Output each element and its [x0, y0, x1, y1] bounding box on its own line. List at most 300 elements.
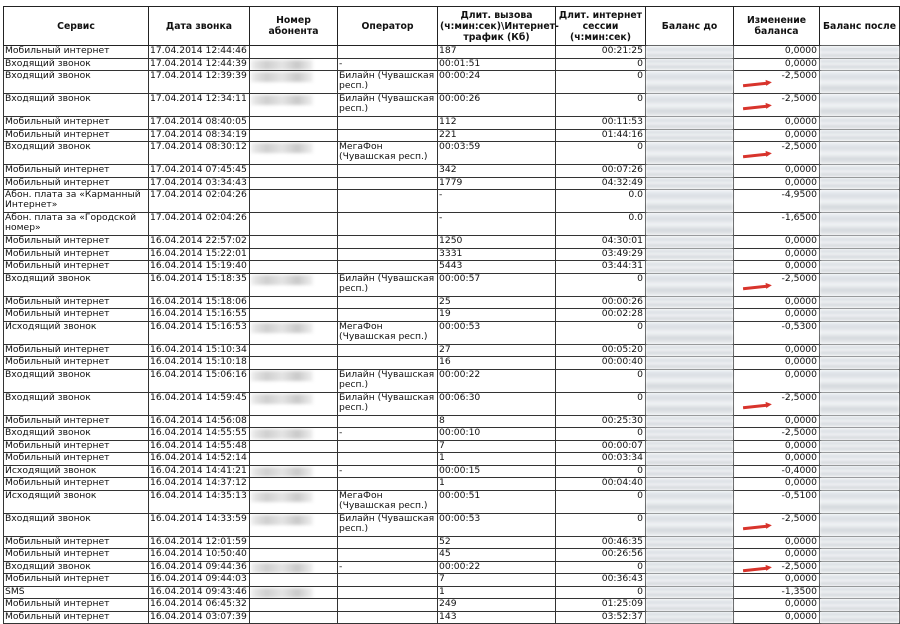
- cell-call-duration: 342: [438, 165, 556, 178]
- cell-operator: Билайн (Чувашская респ.): [338, 94, 438, 117]
- cell-balance-before: [646, 599, 734, 612]
- cell-balance-change: -1,3500: [734, 586, 820, 599]
- redacted-number: [251, 467, 313, 477]
- cell-session-duration: 04:32:49: [556, 177, 646, 190]
- cell-balance-after: [820, 190, 900, 213]
- cell-operator: [338, 599, 438, 612]
- table-row: [4, 248, 900, 261]
- redacted-number: [251, 143, 313, 153]
- cell-session-duration: 0: [556, 586, 646, 599]
- cell-service: Мобильный интернет: [4, 236, 149, 249]
- cell-call-duration: -: [438, 213, 556, 236]
- redacted-number: [251, 515, 313, 525]
- redacted-number: [251, 60, 313, 70]
- cell-operator: [338, 177, 438, 190]
- cell-session-duration: 00:07:26: [556, 165, 646, 178]
- cell-balance-after: [820, 415, 900, 428]
- cell-balance-before: [646, 71, 734, 94]
- cell-service: SMS: [4, 586, 149, 599]
- cell-balance-after: [820, 490, 900, 513]
- cell-service: Мобильный интернет: [4, 599, 149, 612]
- redacted-number: [251, 95, 313, 105]
- cell-number: [250, 321, 338, 344]
- cell-balance-after: [820, 611, 900, 624]
- table-row: [4, 599, 900, 612]
- cell-number: [250, 369, 338, 392]
- cell-service: Мобильный интернет: [4, 309, 149, 322]
- cell-balance-change: 0,0000: [734, 236, 820, 249]
- cell-date: 16.04.2014 10:50:40: [149, 549, 250, 562]
- cell-operator: [338, 586, 438, 599]
- cell-service: Входящий звонок: [4, 428, 149, 441]
- cell-balance-before: [646, 574, 734, 587]
- cell-call-duration: 00:00:22: [438, 561, 556, 574]
- cell-operator: [338, 453, 438, 466]
- cell-date: 16.04.2014 14:35:13: [149, 490, 250, 513]
- cell-service: Входящий звонок: [4, 561, 149, 574]
- cell-call-duration: 19: [438, 309, 556, 322]
- cell-service: Входящий звонок: [4, 273, 149, 296]
- column-header[interactable]: Длит. вызова (ч:мин:сек)\Интернет-трафик (Кб): [438, 7, 556, 46]
- column-header[interactable]: Длит. интернет сессии (ч:мин:сек): [556, 7, 646, 46]
- cell-number: [250, 94, 338, 117]
- cell-session-duration: 01:44:16: [556, 129, 646, 142]
- cell-call-duration: 00:06:30: [438, 392, 556, 415]
- cell-operator: [338, 549, 438, 562]
- cell-call-duration: 00:00:22: [438, 369, 556, 392]
- cell-balance-change: 0,0000: [734, 344, 820, 357]
- cell-date: 17.04.2014 08:30:12: [149, 142, 250, 165]
- cell-operator: [338, 296, 438, 309]
- cell-balance-before: [646, 440, 734, 453]
- cell-operator: [338, 261, 438, 274]
- cell-call-duration: 3331: [438, 248, 556, 261]
- cell-operator: [338, 574, 438, 587]
- cell-service: Исходящий звонок: [4, 321, 149, 344]
- cell-session-duration: 00:03:34: [556, 453, 646, 466]
- cell-call-duration: 00:00:15: [438, 465, 556, 478]
- call-details-table: [3, 6, 900, 624]
- cell-balance-change: -2,5000: [734, 71, 820, 94]
- cell-balance-before: [646, 611, 734, 624]
- cell-balance-after: [820, 261, 900, 274]
- cell-call-duration: 1: [438, 478, 556, 491]
- cell-number: [250, 536, 338, 549]
- cell-balance-change: -0,5300: [734, 321, 820, 344]
- cell-date: 17.04.2014 08:34:19: [149, 129, 250, 142]
- table-row: [4, 129, 900, 142]
- cell-date: 16.04.2014 22:57:02: [149, 236, 250, 249]
- cell-balance-after: [820, 392, 900, 415]
- cell-operator: МегаФон (Чувашская респ.): [338, 490, 438, 513]
- cell-call-duration: 27: [438, 344, 556, 357]
- cell-operator: Билайн (Чувашская респ.): [338, 369, 438, 392]
- cell-balance-before: [646, 142, 734, 165]
- cell-balance-after: [820, 561, 900, 574]
- cell-service: Мобильный интернет: [4, 117, 149, 130]
- cell-session-duration: 0: [556, 490, 646, 513]
- table-row: [4, 465, 900, 478]
- table-row: [4, 46, 900, 59]
- cell-number: [250, 561, 338, 574]
- cell-balance-change: 0,0000: [734, 536, 820, 549]
- cell-balance-change: 0,0000: [734, 415, 820, 428]
- cell-balance-before: [646, 415, 734, 428]
- cell-session-duration: 00:21:25: [556, 46, 646, 59]
- cell-call-duration: 00:00:26: [438, 94, 556, 117]
- redacted-number: [251, 563, 313, 573]
- cell-balance-after: [820, 117, 900, 130]
- cell-balance-change: 0,0000: [734, 296, 820, 309]
- table-row: [4, 453, 900, 466]
- cell-balance-after: [820, 453, 900, 466]
- cell-balance-after: [820, 440, 900, 453]
- cell-balance-after: [820, 599, 900, 612]
- cell-service: Абон. плата за «Карманный Интернет»: [4, 190, 149, 213]
- table-row: [4, 321, 900, 344]
- cell-session-duration: 0: [556, 561, 646, 574]
- cell-balance-after: [820, 513, 900, 536]
- cell-session-duration: 0: [556, 369, 646, 392]
- cell-call-duration: 1779: [438, 177, 556, 190]
- cell-balance-after: [820, 478, 900, 491]
- cell-balance-change: -2,5000: [734, 513, 820, 536]
- cell-balance-change: -0,5100: [734, 490, 820, 513]
- cell-balance-change: -2,5000: [734, 142, 820, 165]
- cell-date: 16.04.2014 14:33:59: [149, 513, 250, 536]
- cell-balance-change: -2,5000: [734, 428, 820, 441]
- cell-call-duration: 00:03:59: [438, 142, 556, 165]
- cell-balance-before: [646, 478, 734, 491]
- cell-service: Мобильный интернет: [4, 357, 149, 370]
- cell-number: [250, 117, 338, 130]
- cell-date: 16.04.2014 09:44:03: [149, 574, 250, 587]
- cell-session-duration: 01:25:09: [556, 599, 646, 612]
- cell-balance-after: [820, 369, 900, 392]
- column-header[interactable]: Номер абонента: [250, 7, 338, 46]
- cell-balance-after: [820, 248, 900, 261]
- cell-balance-after: [820, 574, 900, 587]
- cell-balance-before: [646, 117, 734, 130]
- cell-session-duration: 0: [556, 321, 646, 344]
- cell-balance-change: -0,4000: [734, 465, 820, 478]
- cell-balance-before: [646, 129, 734, 142]
- cell-operator: Билайн (Чувашская респ.): [338, 273, 438, 296]
- cell-balance-after: [820, 428, 900, 441]
- cell-balance-change: -2,5000: [734, 273, 820, 296]
- cell-service: Входящий звонок: [4, 513, 149, 536]
- cell-session-duration: 03:49:29: [556, 248, 646, 261]
- cell-operator: -: [338, 465, 438, 478]
- column-header[interactable]: Дата звонка: [149, 7, 250, 46]
- cell-call-duration: 1: [438, 453, 556, 466]
- cell-number: [250, 490, 338, 513]
- cell-operator: МегаФон (Чувашская респ.): [338, 321, 438, 344]
- cell-balance-change: 0,0000: [734, 369, 820, 392]
- cell-operator: -: [338, 58, 438, 71]
- cell-balance-change: -2,5000: [734, 561, 820, 574]
- cell-balance-change: 0,0000: [734, 46, 820, 59]
- cell-call-duration: 16: [438, 357, 556, 370]
- cell-service: Мобильный интернет: [4, 177, 149, 190]
- cell-operator: [338, 440, 438, 453]
- cell-service: Мобильный интернет: [4, 478, 149, 491]
- cell-balance-after: [820, 586, 900, 599]
- cell-balance-before: [646, 357, 734, 370]
- cell-session-duration: 0: [556, 465, 646, 478]
- cell-operator: [338, 248, 438, 261]
- cell-number: [250, 599, 338, 612]
- cell-date: 17.04.2014 02:04:26: [149, 213, 250, 236]
- cell-balance-change: 0,0000: [734, 309, 820, 322]
- cell-operator: [338, 213, 438, 236]
- cell-balance-before: [646, 94, 734, 117]
- column-header[interactable]: Оператор: [338, 7, 438, 46]
- cell-date: 16.04.2014 15:06:16: [149, 369, 250, 392]
- table-row: [4, 190, 900, 213]
- cell-date: 16.04.2014 14:56:08: [149, 415, 250, 428]
- cell-call-duration: 00:00:24: [438, 71, 556, 94]
- cell-balance-before: [646, 261, 734, 274]
- cell-operator: [338, 611, 438, 624]
- cell-operator: [338, 117, 438, 130]
- cell-session-duration: 00:26:56: [556, 549, 646, 562]
- cell-date: 16.04.2014 15:18:06: [149, 296, 250, 309]
- cell-balance-before: [646, 490, 734, 513]
- cell-call-duration: 00:00:57: [438, 273, 556, 296]
- cell-operator: Билайн (Чувашская респ.): [338, 392, 438, 415]
- cell-operator: [338, 46, 438, 59]
- cell-date: 16.04.2014 15:10:18: [149, 357, 250, 370]
- cell-date: 16.04.2014 14:55:48: [149, 440, 250, 453]
- table-row: [4, 369, 900, 392]
- cell-date: 16.04.2014 14:41:21: [149, 465, 250, 478]
- cell-balance-before: [646, 248, 734, 261]
- cell-date: 17.04.2014 08:40:05: [149, 117, 250, 130]
- cell-call-duration: 8: [438, 415, 556, 428]
- cell-balance-change: 0,0000: [734, 117, 820, 130]
- cell-balance-after: [820, 213, 900, 236]
- cell-number: [250, 129, 338, 142]
- cell-balance-change: -2,5000: [734, 94, 820, 117]
- cell-number: [250, 177, 338, 190]
- redacted-number: [251, 588, 313, 598]
- redacted-number: [251, 72, 313, 82]
- cell-service: Входящий звонок: [4, 94, 149, 117]
- cell-balance-after: [820, 236, 900, 249]
- table-row: [4, 440, 900, 453]
- cell-operator: [338, 190, 438, 213]
- cell-balance-change: 0,0000: [734, 261, 820, 274]
- cell-balance-change: 0,0000: [734, 129, 820, 142]
- cell-date: 16.04.2014 15:16:55: [149, 309, 250, 322]
- cell-session-duration: 00:36:43: [556, 574, 646, 587]
- redacted-number: [251, 323, 313, 333]
- cell-number: [250, 440, 338, 453]
- cell-date: 16.04.2014 14:37:12: [149, 478, 250, 491]
- cell-call-duration: 249: [438, 599, 556, 612]
- cell-session-duration: 0: [556, 71, 646, 94]
- cell-service: Мобильный интернет: [4, 574, 149, 587]
- cell-balance-after: [820, 344, 900, 357]
- table-row: [4, 213, 900, 236]
- cell-date: 16.04.2014 15:10:34: [149, 344, 250, 357]
- cell-balance-change: 0,0000: [734, 357, 820, 370]
- table-row: [4, 296, 900, 309]
- cell-service: Мобильный интернет: [4, 453, 149, 466]
- cell-number: [250, 190, 338, 213]
- cell-call-duration: 00:01:51: [438, 58, 556, 71]
- redacted-number: [251, 429, 313, 439]
- cell-date: 17.04.2014 12:44:39: [149, 58, 250, 71]
- cell-balance-after: [820, 273, 900, 296]
- column-header[interactable]: Сервис: [4, 7, 149, 46]
- redacted-number: [251, 371, 313, 381]
- cell-service: Мобильный интернет: [4, 46, 149, 59]
- cell-balance-before: [646, 536, 734, 549]
- cell-service: Мобильный интернет: [4, 296, 149, 309]
- cell-number: [250, 549, 338, 562]
- cell-call-duration: 52: [438, 536, 556, 549]
- cell-balance-after: [820, 46, 900, 59]
- cell-service: Мобильный интернет: [4, 344, 149, 357]
- cell-call-duration: 7: [438, 440, 556, 453]
- cell-number: [250, 71, 338, 94]
- cell-session-duration: 03:44:31: [556, 261, 646, 274]
- cell-call-duration: 1250: [438, 236, 556, 249]
- cell-service: Входящий звонок: [4, 71, 149, 94]
- cell-service: Исходящий звонок: [4, 490, 149, 513]
- cell-balance-before: [646, 549, 734, 562]
- cell-date: 16.04.2014 14:59:45: [149, 392, 250, 415]
- cell-date: 17.04.2014 07:45:45: [149, 165, 250, 178]
- cell-operator: [338, 478, 438, 491]
- cell-balance-change: -1,6500: [734, 213, 820, 236]
- cell-balance-before: [646, 236, 734, 249]
- table-row: [4, 536, 900, 549]
- cell-service: Мобильный интернет: [4, 549, 149, 562]
- table-row: [4, 611, 900, 624]
- cell-session-duration: 00:46:35: [556, 536, 646, 549]
- cell-operator: -: [338, 561, 438, 574]
- cell-balance-after: [820, 357, 900, 370]
- cell-call-duration: 45: [438, 549, 556, 562]
- cell-call-duration: 25: [438, 296, 556, 309]
- cell-balance-before: [646, 344, 734, 357]
- cell-balance-before: [646, 58, 734, 71]
- cell-balance-before: [646, 309, 734, 322]
- cell-balance-change: -4,9500: [734, 190, 820, 213]
- table-body: [4, 46, 900, 624]
- cell-session-duration: 00:00:40: [556, 357, 646, 370]
- cell-number: [250, 273, 338, 296]
- cell-balance-before: [646, 177, 734, 190]
- cell-balance-after: [820, 71, 900, 94]
- cell-number: [250, 58, 338, 71]
- cell-balance-change: -2,5000: [734, 392, 820, 415]
- cell-session-duration: 0: [556, 428, 646, 441]
- cell-session-duration: 00:00:26: [556, 296, 646, 309]
- redacted-number: [251, 394, 313, 404]
- cell-balance-change: 0,0000: [734, 453, 820, 466]
- cell-balance-before: [646, 190, 734, 213]
- cell-balance-change: 0,0000: [734, 611, 820, 624]
- cell-service: Входящий звонок: [4, 142, 149, 165]
- cell-balance-after: [820, 177, 900, 190]
- cell-service: Мобильный интернет: [4, 415, 149, 428]
- cell-number: [250, 415, 338, 428]
- cell-call-duration: 00:00:53: [438, 321, 556, 344]
- cell-balance-after: [820, 309, 900, 322]
- cell-balance-before: [646, 46, 734, 59]
- cell-balance-after: [820, 165, 900, 178]
- cell-call-duration: -: [438, 190, 556, 213]
- cell-call-duration: 221: [438, 129, 556, 142]
- cell-balance-change: 0,0000: [734, 599, 820, 612]
- cell-service: Мобильный интернет: [4, 129, 149, 142]
- table-row: [4, 177, 900, 190]
- cell-number: [250, 344, 338, 357]
- column-header[interactable]: Баланс до: [646, 7, 734, 46]
- cell-number: [250, 261, 338, 274]
- column-header[interactable]: Изменение баланса: [734, 7, 820, 46]
- cell-call-duration: 00:00:53: [438, 513, 556, 536]
- cell-balance-after: [820, 296, 900, 309]
- cell-date: 17.04.2014 03:34:43: [149, 177, 250, 190]
- cell-service: Входящий звонок: [4, 58, 149, 71]
- cell-session-duration: 00:04:40: [556, 478, 646, 491]
- cell-session-duration: 04:30:01: [556, 236, 646, 249]
- table-row: [4, 165, 900, 178]
- cell-operator: [338, 236, 438, 249]
- cell-number: [250, 248, 338, 261]
- cell-date: 17.04.2014 02:04:26: [149, 190, 250, 213]
- cell-number: [250, 392, 338, 415]
- cell-number: [250, 236, 338, 249]
- cell-balance-change: 0,0000: [734, 58, 820, 71]
- cell-number: [250, 213, 338, 236]
- table-row: [4, 309, 900, 322]
- cell-session-duration: 0: [556, 513, 646, 536]
- cell-balance-before: [646, 465, 734, 478]
- table-row: [4, 490, 900, 513]
- table-row: [4, 415, 900, 428]
- cell-call-duration: 5443: [438, 261, 556, 274]
- cell-session-duration: 00:00:07: [556, 440, 646, 453]
- cell-service: Исходящий звонок: [4, 465, 149, 478]
- cell-balance-change: 0,0000: [734, 177, 820, 190]
- cell-balance-change: 0,0000: [734, 165, 820, 178]
- cell-service: Мобильный интернет: [4, 248, 149, 261]
- cell-number: [250, 611, 338, 624]
- cell-balance-before: [646, 513, 734, 536]
- cell-date: 16.04.2014 15:18:35: [149, 273, 250, 296]
- cell-operator: МегаФон (Чувашская респ.): [338, 142, 438, 165]
- cell-balance-change: 0,0000: [734, 248, 820, 261]
- cell-service: Мобильный интернет: [4, 440, 149, 453]
- table-row: [4, 574, 900, 587]
- cell-session-duration: 0: [556, 273, 646, 296]
- cell-number: [250, 428, 338, 441]
- table-row: [4, 586, 900, 599]
- table-header-row: [4, 7, 900, 46]
- column-header[interactable]: Баланс после: [820, 7, 900, 46]
- cell-operator: Билайн (Чувашская респ.): [338, 71, 438, 94]
- cell-session-duration: 00:25:30: [556, 415, 646, 428]
- table-row: [4, 344, 900, 357]
- cell-date: 16.04.2014 03:07:39: [149, 611, 250, 624]
- cell-session-duration: 0: [556, 142, 646, 165]
